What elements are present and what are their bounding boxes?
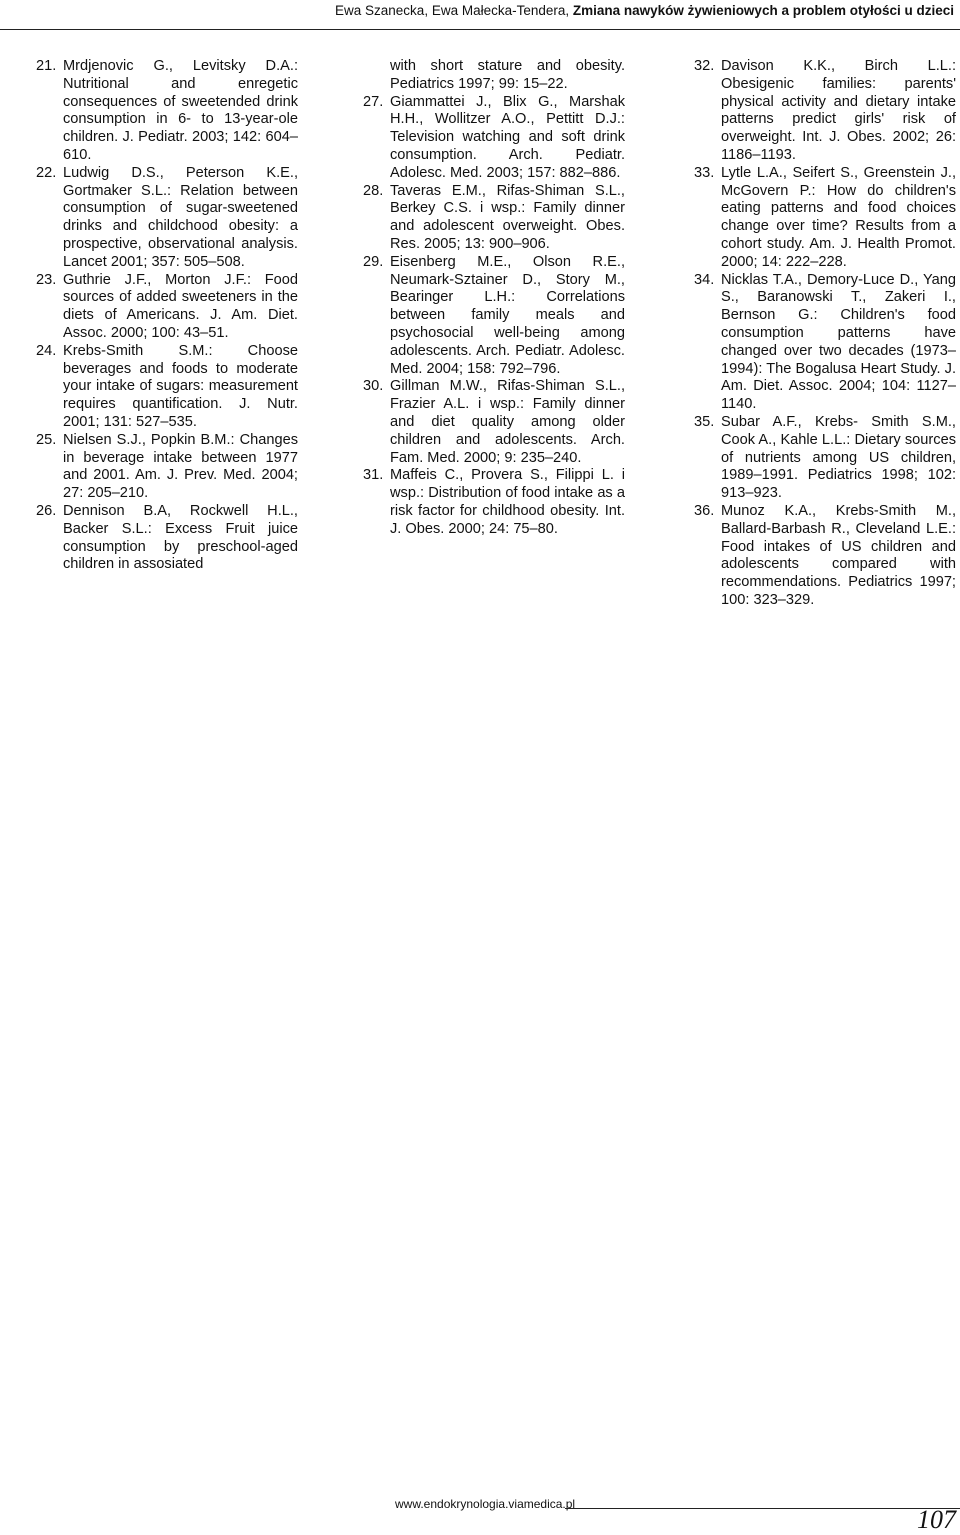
reference-text: Mrdjenovic G., Levitsky D.A.: Nutritional and enregetic consequences of sweetended drink consumption in 6- to 13-year-ole children. J. Pediatr. 2003; 142: 604–610. <box>63 58 298 163</box>
reference-number: 29. <box>363 253 384 270</box>
reference-number: 33. <box>694 164 715 181</box>
reference-text: Subar A.F., Krebs- Smith S.M., Cook A., Kahle L.L.: Dietary sources of nutrients among US children, 1989–1991. Pediatrics 1998; 102: 913–923. <box>721 413 956 502</box>
reference-text: Taveras E.M., Rifas-Shiman S.L., Berkey C.S. i wsp.: Family dinner and adolescent overweight. Obes. Res. 2005; 13: 900–906. <box>390 182 625 252</box>
references-column-1 <box>36 58 298 574</box>
reference-number: 30. <box>363 378 384 395</box>
reference-item <box>36 343 298 432</box>
reference-item <box>363 94 625 183</box>
footer-divider <box>565 1508 960 1509</box>
reference-text: Dennison B.A, Rockwell H.L., Backer S.L.: Excess Fruit juice consumption by preschool-aged children in assosiated <box>63 502 298 573</box>
reference-item <box>363 183 625 254</box>
reference-number: 24. <box>36 342 57 359</box>
references-column-2 <box>363 58 625 539</box>
reference-number: 32. <box>694 58 715 74</box>
reference-number: 35. <box>694 413 715 430</box>
reference-text: Gillman M.W., Rifas-Shiman S.L., Frazier A.L. i wsp.: Family dinner and diet quality among older children and adolescents. Arch. Fam. Med. 2000; 9: 235–240. <box>390 378 625 466</box>
reference-number: 31. <box>363 467 384 484</box>
reference-text: Nielsen S.J., Popkin B.M.: Changes in beverage intake between 1977 and 2001. Am. J. Prev. Med. 2004; 27: 205–210. <box>63 431 298 502</box>
reference-text: Maffeis C., Provera S., Filippi L. i wsp.: Distribution of food intake as a risk factor for childhood obesity. Int. J. Obes. 2000; 24: 75–80. <box>390 467 625 537</box>
reference-item <box>694 503 956 610</box>
reference-number: 34. <box>694 271 715 288</box>
reference-number: 27. <box>363 93 384 110</box>
reference-text: Munoz K.A., Krebs-Smith M., Ballard-Barbash R., Cleveland L.E.: Food intakes of US children and adolescents compared with recommendations. Pediatrics 1997; 100: 323–329. <box>721 502 956 608</box>
journal-url: www.endokrynologia.viamedica.pl <box>395 1497 576 1511</box>
reference-text: Nicklas T.A., Demory-Luce D., Yang S., Baranowski T., Zakeri I., Bernson G.: Children's food consumption patterns have changed over two decades (1973–1994): The Bogalusa Heart Study. J. Am. Diet. Assoc. 2004; 104: 1127–1140. <box>721 271 956 413</box>
reference-item <box>36 432 298 503</box>
reference-number: 36. <box>694 502 715 519</box>
reference-text: Davison K.K., Birch L.L.: Obesigenic families: parents' physical activity and dietary intake patterns predict girls' risk of overweight. Int. J. Obes. 2002; 26: 1186–1193. <box>721 58 956 163</box>
reference-text: Ludwig D.S., Peterson K.E., Gortmaker S.L.: Relation between consumption of sugar-sweetened drinks and childchood obesity: a prospective, observational analysis. Lancet 2001; 357: 505–508. <box>63 164 298 270</box>
running-header <box>0 0 960 30</box>
reference-item <box>36 272 298 343</box>
reference-item <box>363 58 625 94</box>
reference-text: with short stature and obesity. Pediatrics 1997; 99: 15–22. <box>390 58 625 92</box>
reference-item <box>36 58 298 165</box>
reference-number: 22. <box>36 164 57 181</box>
reference-item <box>694 165 956 272</box>
reference-text: Krebs-Smith S.M.: Choose beverages and foods to moderate your intake of sugars: measurement requires quantification. J. Nutr. 2001; 131: 527–535. <box>63 342 298 430</box>
reference-item <box>363 254 625 379</box>
reference-item <box>36 503 298 574</box>
reference-number: 23. <box>36 271 57 288</box>
reference-number: 28. <box>363 182 384 199</box>
header-title: Zmiana nawyków żywieniowych a problem otyłości u dzieci <box>572 3 954 18</box>
reference-text: Lytle L.A., Seifert S., Greenstein J., McGovern P.: How do children's eating patterns and food choices change over time? Results from a cohort study. Am. J. Health Promot. 2000; 14: 222–228. <box>721 164 956 270</box>
header-authors: Ewa Szanecka, Ewa Małecka-Tendera, <box>335 3 573 18</box>
references-column-3 <box>694 58 956 610</box>
reference-text: Eisenberg M.E., Olson R.E., Neumark-Sztainer D., Story M., Bearinger L.H.: Correlations between family meals and psychosocial well-being among adolescents. Arch. Pediatr. Adolesc. Med. 2004; 158: 792–796. <box>390 253 625 377</box>
reference-item <box>36 165 298 272</box>
reference-item <box>363 467 625 538</box>
reference-item <box>694 414 956 503</box>
reference-number: 21. <box>36 58 57 74</box>
reference-text: Giammattei J., Blix G., Marshak H.H., Wollitzer A.O., Pettitt D.J.: Television watching and soft drink consumption. Arch. Pediatr. Adolesc. Med. 2003; 157: 882–886. <box>390 93 625 181</box>
reference-item <box>363 378 625 467</box>
reference-number: 25. <box>36 431 57 448</box>
reference-number: 26. <box>36 502 57 519</box>
reference-text: Guthrie J.F., Morton J.F.: Food sources of added sweeteners in the diets of Americans. J. Am. Diet. Assoc. 2000; 100: 43–51. <box>63 271 298 341</box>
page-number: 107 <box>917 1505 956 1534</box>
reference-item <box>694 58 956 165</box>
reference-item <box>694 272 956 414</box>
